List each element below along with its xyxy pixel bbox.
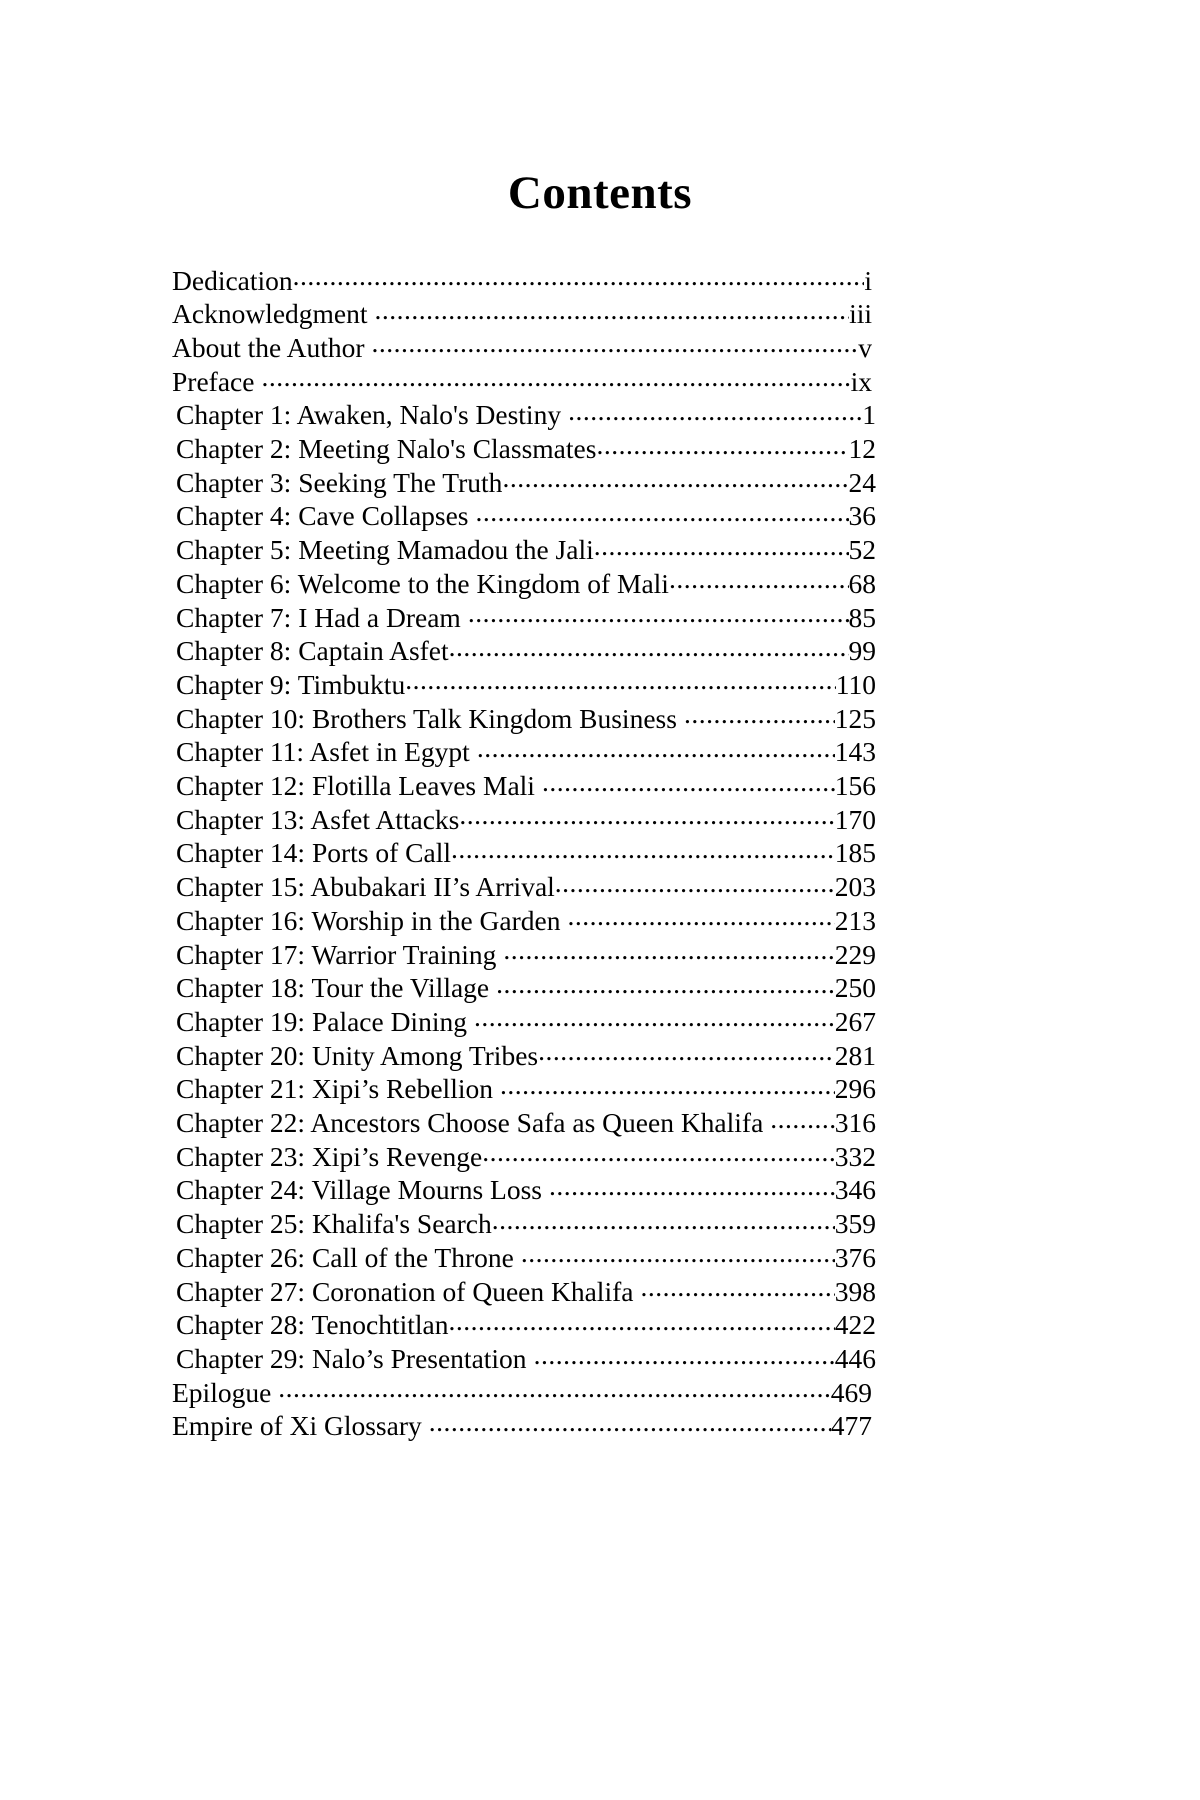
toc-dot-leader (468, 599, 849, 627)
toc-entry-page-number: 1 (862, 399, 876, 431)
toc-dot-leader (538, 1037, 835, 1065)
toc-entry[interactable] (172, 1003, 876, 1037)
toc-entry[interactable] (172, 1374, 872, 1408)
toc-entry[interactable] (172, 734, 876, 768)
toc-entry-page-number: 185 (834, 837, 876, 869)
toc-entry[interactable] (172, 1138, 876, 1172)
toc-entry-label: Chapter 13: Asfet Attacks (176, 803, 460, 835)
toc-entry[interactable] (172, 599, 876, 633)
toc-entry[interactable] (172, 1037, 876, 1071)
toc-entry[interactable] (172, 666, 876, 700)
toc-entry-label: Chapter 1: Awaken, Nalo's Destiny (176, 399, 562, 431)
toc-entry-label: Chapter 19: Palace Dining (176, 1005, 467, 1037)
toc-dot-leader (492, 1206, 835, 1234)
toc-entry[interactable] (172, 498, 876, 532)
toc-entry[interactable] (172, 970, 876, 1004)
toc-dot-leader (451, 835, 835, 863)
toc-dot-leader (261, 363, 850, 391)
toc-entry-page-number: 446 (834, 1343, 876, 1374)
toc-dot-leader (476, 498, 849, 526)
toc-dot-leader (549, 1172, 835, 1200)
toc-entry[interactable] (172, 329, 872, 363)
toc-entry[interactable] (172, 532, 876, 566)
toc-dot-leader (449, 633, 849, 661)
toc-entry-page-number: 229 (834, 938, 876, 970)
toc-entry[interactable] (172, 1307, 876, 1341)
toc-dot-leader (477, 734, 835, 762)
toc-entry-page-number: 99 (848, 635, 876, 667)
toc-entry-label: Chapter 11: Asfet in Egypt (176, 736, 470, 768)
toc-entry-label: Chapter 3: Seeking The Truth (176, 466, 503, 498)
toc-entry-page-number: i (864, 264, 872, 296)
toc-entry-label: Chapter 29: Nalo’s Presentation (176, 1343, 527, 1374)
toc-dot-leader (502, 464, 848, 492)
toc-dot-leader (555, 869, 835, 897)
toc-dot-leader (534, 1341, 835, 1369)
toc-entry-page-number: 332 (834, 1140, 876, 1172)
toc-entry-label: Chapter 16: Worship in the Garden (176, 904, 561, 936)
toc-entry-page-number: 170 (834, 803, 876, 835)
toc-entry[interactable] (172, 1341, 876, 1375)
toc-dot-leader (375, 296, 850, 324)
toc-entry-label: Chapter 23: Xipi’s Revenge (176, 1140, 483, 1172)
toc-entry-label: Chapter 26: Call of the Throne (176, 1241, 514, 1273)
toc-entry-label: Chapter 6: Welcome to the Kingdom of Mali (176, 567, 669, 599)
toc-dot-leader (500, 1071, 835, 1099)
toc-entry-label: Chapter 20: Unity Among Tribes (176, 1039, 539, 1071)
toc-entry-page-number: 296 (834, 1073, 876, 1105)
toc-dot-leader (278, 1374, 830, 1402)
toc-entry-label: Chapter 18: Tour the Village (176, 972, 490, 1004)
toc-entry-label: Chapter 24: Village Mourns Loss (176, 1174, 542, 1206)
toc-entry-page-number: 125 (834, 702, 876, 734)
toc-entry-page-number: 12 (848, 433, 876, 465)
toc-entry[interactable] (172, 397, 876, 431)
toc-entry-page-number: 316 (834, 1107, 876, 1139)
toc-entry[interactable] (172, 1206, 876, 1240)
toc-entry[interactable] (172, 936, 876, 970)
toc-entry-page-number: 267 (834, 1005, 876, 1037)
toc-entry[interactable] (172, 700, 876, 734)
toc-entry-page-number: 110 (835, 668, 876, 700)
toc-entry-page-number: 422 (834, 1309, 876, 1341)
toc-entry-label: Chapter 17: Warrior Training (176, 938, 497, 970)
toc-entry[interactable] (172, 296, 872, 330)
toc-entry-label: Dedication (172, 264, 293, 296)
toc-entry[interactable] (172, 768, 876, 802)
toc-entry[interactable] (172, 1239, 876, 1273)
toc-entry-label: Chapter 2: Meeting Nalo's Classmates (176, 433, 597, 465)
toc-dot-leader (594, 532, 849, 560)
toc-entry[interactable] (172, 902, 876, 936)
toc-entry-page-number: 398 (834, 1275, 876, 1307)
toc-entry-page-number: 376 (834, 1241, 876, 1273)
toc-entry-page-number: 469 (830, 1376, 872, 1408)
toc-entry[interactable] (172, 1105, 876, 1139)
toc-entry[interactable] (172, 1273, 876, 1307)
toc-entry-page-number: 156 (834, 770, 876, 802)
toc-entry[interactable] (172, 464, 876, 498)
toc-entry-label: Chapter 14: Ports of Call (176, 837, 451, 869)
toc-entry-page-number: 281 (834, 1039, 876, 1071)
toc-entry[interactable] (172, 1408, 872, 1442)
toc-entry-page-number: 36 (848, 500, 876, 532)
toc-entry[interactable] (172, 1071, 876, 1105)
toc-dot-leader (521, 1239, 835, 1267)
toc-dot-leader (482, 1138, 834, 1166)
toc-entry-label: Preface (172, 365, 255, 397)
toc-entry-page-number: 85 (848, 601, 876, 633)
toc-entry-page-number: ix (850, 365, 872, 397)
toc-entry-label: Chapter 5: Meeting Mamadou the Jali (176, 534, 594, 566)
toc-entry[interactable] (172, 431, 876, 465)
toc-entry-label: Epilogue (172, 1376, 272, 1408)
toc-dot-leader (429, 1408, 831, 1436)
toc-entry-label: Chapter 10: Brothers Talk Kingdom Business (176, 702, 677, 734)
toc-entry-label: Chapter 8: Captain Asfet (176, 635, 449, 667)
toc-dot-leader (568, 902, 835, 930)
toc-dot-leader (405, 666, 836, 694)
toc-entry-label: About the Author (172, 331, 365, 363)
toc-entry-page-number: v (858, 331, 872, 363)
toc-entry[interactable] (172, 262, 872, 296)
toc-entry-label: Chapter 28: Tenochtitlan (176, 1309, 449, 1341)
toc-entry-label: Chapter 22: Ancestors Choose Safa as Queen Khalifa (176, 1107, 764, 1139)
toc-entry[interactable] (172, 869, 876, 903)
toc-entry-label: Chapter 21: Xipi’s Rebellion (176, 1073, 493, 1105)
toc-dot-leader (372, 329, 859, 357)
toc-dot-leader (684, 700, 835, 728)
toc-dot-leader (496, 970, 835, 998)
toc-dot-leader (770, 1105, 834, 1133)
toc-dot-leader (293, 262, 865, 290)
toc-entry-label: Chapter 25: Khalifa's Search (176, 1208, 492, 1240)
toc-entry-label: Chapter 9: Timbuktu (176, 668, 406, 700)
toc-entry-page-number: 477 (830, 1410, 872, 1442)
toc-entry-page-number: 346 (834, 1174, 876, 1206)
toc-dot-leader (640, 1273, 834, 1301)
toc-dot-leader (459, 801, 834, 829)
toc-entry-page-number: 24 (848, 466, 876, 498)
toc-dot-leader (449, 1307, 835, 1335)
toc-entry[interactable] (172, 565, 876, 599)
toc-entry-label: Chapter 15: Abubakari II’s Arrival (176, 871, 555, 903)
toc-dot-leader (669, 565, 849, 593)
toc-entry-label: Acknowledgment (172, 298, 368, 330)
toc-dot-leader (596, 431, 848, 459)
toc-dot-leader (503, 936, 834, 964)
toc-dot-leader (542, 768, 835, 796)
toc-entry-page-number: 52 (848, 534, 876, 566)
page-title: Contents (507, 167, 693, 219)
toc-entry-page-number: 203 (834, 871, 876, 903)
toc-dot-leader (568, 397, 862, 425)
toc-entry[interactable] (172, 363, 872, 397)
toc-entry-label: Chapter 7: I Had a Dream (176, 601, 461, 633)
toc-entry-page-number: 68 (848, 567, 876, 599)
toc-entry-label: Empire of Xi Glossary (172, 1410, 422, 1442)
toc-entry-page-number: iii (849, 298, 872, 330)
toc-entry[interactable] (172, 801, 876, 835)
toc-entry-page-number: 359 (834, 1208, 876, 1240)
toc-entry-page-number: 213 (834, 904, 876, 936)
toc-list (172, 262, 876, 1442)
toc-entry-label: Chapter 27: Coronation of Queen Khalifa (176, 1275, 634, 1307)
toc-entry-label: Chapter 12: Flotilla Leaves Mali (176, 770, 535, 802)
toc-entry-page-number: 250 (834, 972, 876, 1004)
toc-entry[interactable] (172, 633, 876, 667)
toc-entry-label: Chapter 4: Cave Collapses (176, 500, 469, 532)
toc-entry[interactable] (172, 835, 876, 869)
toc-dot-leader (474, 1003, 835, 1031)
toc-entry[interactable] (172, 1172, 876, 1206)
toc-entry-page-number: 143 (834, 736, 876, 768)
